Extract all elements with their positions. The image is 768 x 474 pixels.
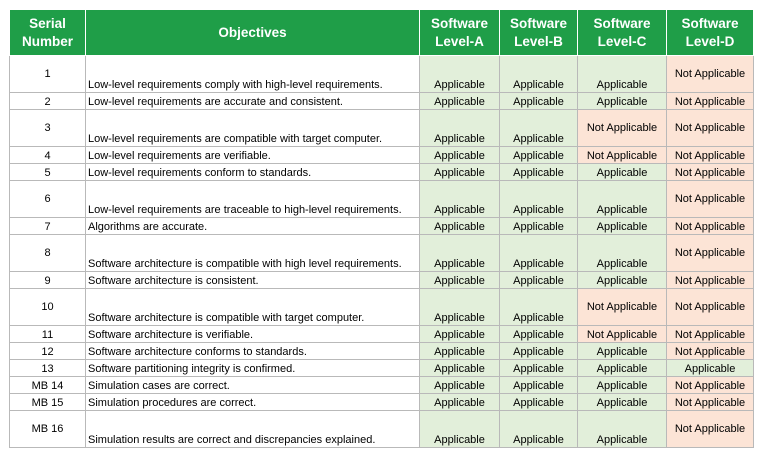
header-software-level-d: Software Level-D (667, 10, 754, 56)
objective-cell: Low-level requirements are traceable to high-level requirements. (86, 181, 420, 218)
level-b-status-cell: Applicable (500, 411, 578, 448)
level-b-status-cell: Applicable (500, 394, 578, 411)
table-row (10, 411, 754, 448)
level-d-status-cell: Not Applicable (667, 289, 754, 326)
level-d-status-cell: Not Applicable (667, 218, 754, 235)
table-row (10, 343, 754, 360)
objective-cell: Low-level requirements are compatible with target computer. (86, 110, 420, 147)
level-a-status-cell: Applicable (420, 289, 500, 326)
level-b-status-cell: Applicable (500, 181, 578, 218)
level-c-status-cell: Applicable (578, 394, 667, 411)
level-d-status-cell: Not Applicable (667, 411, 754, 448)
level-a-status-cell: Applicable (420, 326, 500, 343)
level-c-status-cell: Not Applicable (578, 289, 667, 326)
serial-number-cell: MB 15 (10, 394, 86, 411)
table-row (10, 56, 754, 93)
level-c-status-cell: Applicable (578, 377, 667, 394)
level-b-status-cell: Applicable (500, 343, 578, 360)
level-b-status-cell: Applicable (500, 326, 578, 343)
serial-number-cell: 12 (10, 343, 86, 360)
objective-cell: Low-level requirements conform to standards. (86, 164, 420, 181)
header-serial-number: Serial Number (10, 10, 86, 56)
level-a-status-cell: Applicable (420, 411, 500, 448)
serial-number-cell: MB 14 (10, 377, 86, 394)
serial-number-cell: 5 (10, 164, 86, 181)
level-d-status-cell: Not Applicable (667, 147, 754, 164)
level-a-status-cell: Applicable (420, 218, 500, 235)
level-a-status-cell: Applicable (420, 235, 500, 272)
level-a-status-cell: Applicable (420, 394, 500, 411)
serial-number-cell: 3 (10, 110, 86, 147)
level-b-status-cell: Applicable (500, 147, 578, 164)
level-c-status-cell: Applicable (578, 56, 667, 93)
level-b-status-cell: Applicable (500, 56, 578, 93)
serial-number-cell: 1 (10, 56, 86, 93)
header-software-level-b: Software Level-B (500, 10, 578, 56)
level-c-status-cell: Applicable (578, 411, 667, 448)
level-a-status-cell: Applicable (420, 272, 500, 289)
table-row (10, 218, 754, 235)
level-d-status-cell: Not Applicable (667, 93, 754, 110)
serial-number-cell: 4 (10, 147, 86, 164)
level-a-status-cell: Applicable (420, 343, 500, 360)
level-b-status-cell: Applicable (500, 218, 578, 235)
objective-cell: Simulation cases are correct. (86, 377, 420, 394)
table-row (10, 272, 754, 289)
table-row (10, 360, 754, 377)
header-software-level-a: Software Level-A (420, 10, 500, 56)
level-d-status-cell: Not Applicable (667, 235, 754, 272)
objective-cell: Low-level requirements are accurate and consistent. (86, 93, 420, 110)
objective-cell: Simulation results are correct and discrepancies explained. (86, 411, 420, 448)
serial-number-cell: 13 (10, 360, 86, 377)
level-d-status-cell: Not Applicable (667, 181, 754, 218)
level-c-status-cell: Not Applicable (578, 326, 667, 343)
table-row (10, 93, 754, 110)
level-a-status-cell: Applicable (420, 360, 500, 377)
level-b-status-cell: Applicable (500, 360, 578, 377)
serial-number-cell: 10 (10, 289, 86, 326)
level-a-status-cell: Applicable (420, 377, 500, 394)
objective-cell: Software architecture conforms to standards. (86, 343, 420, 360)
level-a-status-cell: Applicable (420, 147, 500, 164)
level-b-status-cell: Applicable (500, 235, 578, 272)
level-a-status-cell: Applicable (420, 56, 500, 93)
table-row (10, 394, 754, 411)
level-a-status-cell: Applicable (420, 164, 500, 181)
objectives-table (9, 9, 754, 448)
objective-cell: Low-level requirements comply with high-level requirements. (86, 56, 420, 93)
level-c-status-cell: Not Applicable (578, 147, 667, 164)
header-objectives: Objectives (86, 10, 420, 56)
table-row (10, 289, 754, 326)
table-row (10, 164, 754, 181)
level-d-status-cell: Not Applicable (667, 272, 754, 289)
objective-cell: Low-level requirements are verifiable. (86, 147, 420, 164)
objective-cell: Simulation procedures are correct. (86, 394, 420, 411)
table-row (10, 181, 754, 218)
table-row (10, 326, 754, 343)
level-c-status-cell: Applicable (578, 218, 667, 235)
level-c-status-cell: Applicable (578, 343, 667, 360)
level-b-status-cell: Applicable (500, 164, 578, 181)
level-b-status-cell: Applicable (500, 93, 578, 110)
serial-number-cell: MB 16 (10, 411, 86, 448)
level-d-status-cell: Not Applicable (667, 343, 754, 360)
serial-number-cell: 8 (10, 235, 86, 272)
level-d-status-cell: Not Applicable (667, 394, 754, 411)
level-d-status-cell: Applicable (667, 360, 754, 377)
level-a-status-cell: Applicable (420, 181, 500, 218)
objective-cell: Software architecture is verifiable. (86, 326, 420, 343)
level-c-status-cell: Applicable (578, 272, 667, 289)
level-d-status-cell: Not Applicable (667, 326, 754, 343)
objective-cell: Software architecture is compatible with target computer. (86, 289, 420, 326)
header-row (10, 10, 754, 56)
objective-cell: Software partitioning integrity is confirmed. (86, 360, 420, 377)
objective-cell: Software architecture is consistent. (86, 272, 420, 289)
table-row (10, 147, 754, 164)
level-a-status-cell: Applicable (420, 93, 500, 110)
table-row (10, 377, 754, 394)
level-d-status-cell: Not Applicable (667, 377, 754, 394)
level-a-status-cell: Applicable (420, 110, 500, 147)
level-c-status-cell: Applicable (578, 360, 667, 377)
table-row (10, 110, 754, 147)
level-c-status-cell: Applicable (578, 181, 667, 218)
level-d-status-cell: Not Applicable (667, 164, 754, 181)
serial-number-cell: 11 (10, 326, 86, 343)
level-d-status-cell: Not Applicable (667, 110, 754, 147)
level-b-status-cell: Applicable (500, 289, 578, 326)
level-c-status-cell: Applicable (578, 93, 667, 110)
level-c-status-cell: Not Applicable (578, 110, 667, 147)
objective-cell: Algorithms are accurate. (86, 218, 420, 235)
level-b-status-cell: Applicable (500, 110, 578, 147)
serial-number-cell: 9 (10, 272, 86, 289)
header-software-level-c: Software Level-C (578, 10, 667, 56)
level-b-status-cell: Applicable (500, 377, 578, 394)
level-d-status-cell: Not Applicable (667, 56, 754, 93)
table-row (10, 235, 754, 272)
serial-number-cell: 2 (10, 93, 86, 110)
level-c-status-cell: Applicable (578, 164, 667, 181)
serial-number-cell: 7 (10, 218, 86, 235)
serial-number-cell: 6 (10, 181, 86, 218)
table-body (10, 56, 754, 448)
level-c-status-cell: Applicable (578, 235, 667, 272)
level-b-status-cell: Applicable (500, 272, 578, 289)
objective-cell: Software architecture is compatible with high level requirements. (86, 235, 420, 272)
